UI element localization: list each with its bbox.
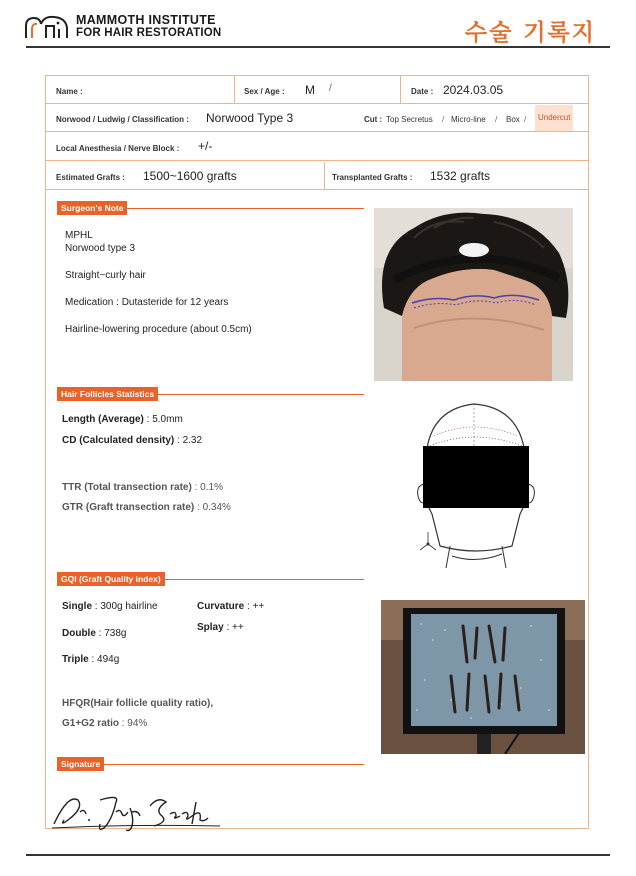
ttr-stat <box>62 482 223 493</box>
section-title-gqi: GQI (Graft Quality index) <box>57 572 165 586</box>
cut-label: Cut : <box>364 115 383 124</box>
note-line: Straight~curly hair <box>65 270 146 281</box>
ttr-label: TTR (Total transection rate) <box>62 482 192 493</box>
section-title-surgeons-note: Surgeon's Note <box>57 201 127 215</box>
row-divider <box>324 162 325 190</box>
mammoth-logo-icon <box>24 14 70 40</box>
gtr-value: : 0.34% <box>194 502 231 513</box>
length-stat <box>62 414 183 425</box>
estimated-grafts-label: Estimated Grafts : <box>56 173 125 182</box>
org-name-line1: MAMMOTH INSTITUTE <box>76 13 216 27</box>
cut-option-box: Box <box>506 115 520 124</box>
footer-divider <box>26 854 610 856</box>
cut-separator: / <box>442 115 445 124</box>
cut-separator: / <box>495 115 498 124</box>
follicle-monitor-photo <box>381 600 585 754</box>
handwritten-signature <box>50 790 230 834</box>
anesthesia-value: +/- <box>198 139 213 153</box>
cut-option-micro-line: Micro-line <box>451 115 486 124</box>
classification-label: Norwood / Ludwig / Classification : <box>56 115 189 124</box>
transplanted-grafts-label: Transplanted Grafts : <box>332 173 413 182</box>
ttr-value: : 0.1% <box>191 482 223 493</box>
transplanted-grafts-value: 1532 grafts <box>430 169 491 183</box>
age-separator: / <box>329 83 332 94</box>
curvature-stat <box>197 601 264 612</box>
document-title: 수술 기록지 <box>464 20 596 46</box>
section-title-signature: Signature <box>57 757 104 771</box>
double-stat <box>62 628 126 639</box>
date-label: Date : <box>411 87 434 96</box>
note-line: Medication : Dutasteride for 12 years <box>65 297 229 308</box>
sex-age-label: Sex / Age : <box>244 87 285 96</box>
single-stat <box>62 601 158 612</box>
info-row-name <box>45 75 589 104</box>
org-name-line2: FOR HAIR RESTORATION <box>76 27 222 39</box>
length-value: : 5.0mm <box>143 414 183 425</box>
hfqr-value: : 94% <box>118 718 148 729</box>
cut-separator: / <box>524 115 527 124</box>
length-label: Length (Average) <box>62 414 144 425</box>
date-value: 2024.03.05 <box>443 83 504 97</box>
row-divider <box>400 76 401 104</box>
donor-area-diagram <box>412 396 540 568</box>
note-line: MPHL <box>65 230 93 241</box>
name-label: Name : <box>56 87 83 96</box>
triple-value: : 494g <box>88 654 120 665</box>
info-row-grafts <box>45 161 589 190</box>
gtr-label: GTR (Graft transection rate) <box>62 502 195 513</box>
cut-option-top-secretus: Top Secretus <box>386 115 433 124</box>
section-title-follicle-stats: Hair Follicles Statistics <box>57 387 158 401</box>
hfqr-stat <box>62 718 147 729</box>
anesthesia-label: Local Anesthesia / Nerve Block : <box>56 144 180 153</box>
header-divider <box>26 46 610 48</box>
curvature-label: Curvature <box>197 601 245 612</box>
splay-value: : ++ <box>223 622 244 633</box>
single-label: Single <box>62 601 93 612</box>
gtr-stat <box>62 502 231 513</box>
single-value: : 300g hairline <box>92 601 158 612</box>
note-line: Hairline-lowering procedure (about 0.5cm) <box>65 324 252 335</box>
classification-value: Norwood Type 3 <box>206 111 294 125</box>
splay-stat <box>197 622 244 633</box>
cut-option-undercut-selected: Undercut <box>535 105 573 131</box>
double-label: Double <box>62 628 96 639</box>
cd-value: : 2.32 <box>174 435 203 446</box>
curvature-value: : ++ <box>244 601 265 612</box>
cd-stat <box>62 435 202 446</box>
triple-stat <box>62 654 119 665</box>
cd-label: CD (Calculated density) <box>62 435 175 446</box>
splay-label: Splay <box>197 622 224 633</box>
triple-label: Triple <box>62 654 89 665</box>
estimated-grafts-value: 1500~1600 grafts <box>143 169 237 183</box>
row-divider <box>234 76 235 104</box>
patient-hairline-photo <box>374 208 573 381</box>
hfqr-label: G1+G2 ratio <box>62 718 119 729</box>
hfqr-line1: HFQR(Hair follicle quality ratio), <box>62 698 214 709</box>
hfqr-heading <box>62 698 213 709</box>
sex-value: M <box>305 83 315 97</box>
double-value: : 738g <box>95 628 127 639</box>
note-line: Norwood type 3 <box>65 243 136 254</box>
